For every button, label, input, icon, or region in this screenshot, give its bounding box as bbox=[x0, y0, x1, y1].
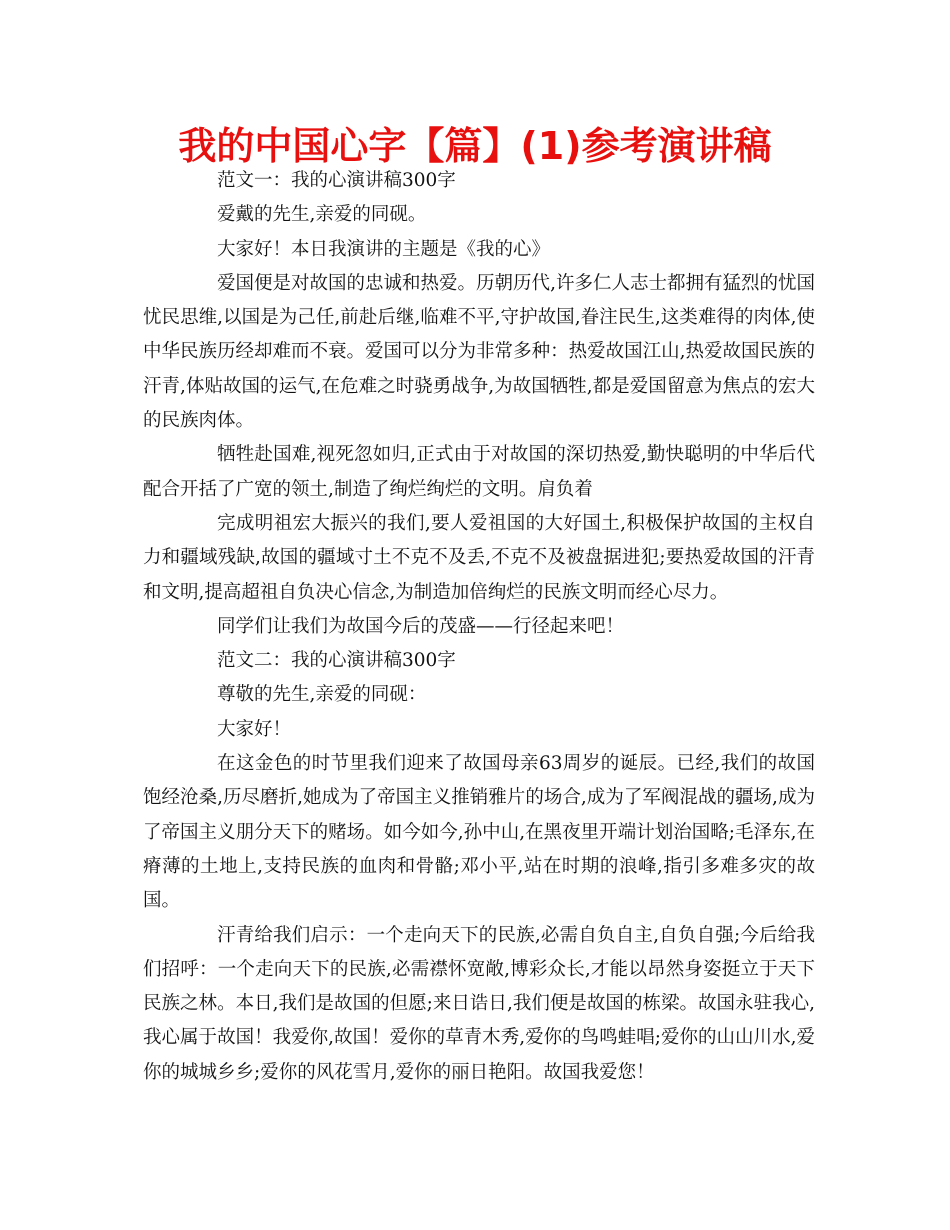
paragraph-3: 大家好！本日我演讲的主题是《我的心》 bbox=[217, 238, 551, 260]
paragraph-12: 汗青给我们启示：一个走向天下的民族,必需自负自主,自负自强;今后给我们招呼：一个走向天下的民族,必需襟怀宽敞,博彩众长,才能以昂然身姿挺立于天下民族之林。本日,我们是故国的但愿;来日诰日,我们便是故国的栋梁。故国永驻我心,我心属于故国！我爱你,故国！爱你的草青木秀,爱你的鸟鸣蛙唱;爱你的山山川水,爱你的城城乡乡;爱你的风花雪月,爱你的丽日艳阳。故国我爱您！ bbox=[143, 924, 815, 1083]
paragraph-6: 完成明祖宏大振兴的我们,要人爱祖国的大好国土,积极保护故国的主权自力和疆域残缺,故国的疆域寸土不克不及丢,不克不及被盘据进犯;要热爱故国的汗青和文明,提高超祖自负决心信念,为制造加倍绚烂的民族文明而经心尽力。 bbox=[143, 512, 815, 603]
document-body bbox=[143, 164, 815, 1090]
paragraph-9: 尊敬的先生,亲爱的同砚： bbox=[217, 684, 427, 706]
paragraph-8: 范文二：我的心演讲稿300字 bbox=[217, 650, 456, 672]
paragraph-4: 爱国便是对故国的忠诚和热爱。历朝历代,许多仁人志士都拥有猛烈的忧国忧民思维,以国是为己任,前赴后继,临难不平,守护故国,眷注民生,这类难得的肉体,使中华民族历经却难而不衰。爱国可以分为非常多种：热爱故国江山,热爱故国民族的汗青,体贴故国的运气,在危难之时骁勇战争,为故国牺牲,都是爱国留意为焦点的宏大的民族肉体。 bbox=[143, 272, 815, 432]
paragraph-10: 大家好！ bbox=[217, 718, 292, 740]
paragraph-2: 爱戴的先生,亲爱的同砚。 bbox=[217, 204, 427, 226]
paragraph-5: 牺牲赴国难,视死忽如归,正式由于对故国的深切热爱,勤快聪明的中华后代配合开括了广宽的领土,制造了绚烂绚烂的文明。肩负着 bbox=[143, 444, 815, 500]
paragraph-1: 范文一：我的心演讲稿300字 bbox=[217, 170, 456, 191]
paragraph-7: 同学们让我们为故国今后的茂盛——行径起来吧！ bbox=[217, 615, 625, 637]
document-title: 我的中国心字【篇】(1)参考演讲稿 bbox=[178, 124, 772, 168]
paragraph-11: 在这金色的时节里我们迎来了故国母亲63周岁的诞辰。已经,我们的故国饱经沧桑,历尽磨折,她成为了帝国主义推销雅片的场合,成为了军阀混战的疆场,成为了帝国主义朋分天下的赌场。如今如今,孙中山,在黑夜里开端计划治国略;毛泽东,在瘠薄的土地上,支持民族的血肉和骨骼;邓小平,站在时期的浪峰,指引多难多灾的故国。 bbox=[143, 753, 815, 912]
